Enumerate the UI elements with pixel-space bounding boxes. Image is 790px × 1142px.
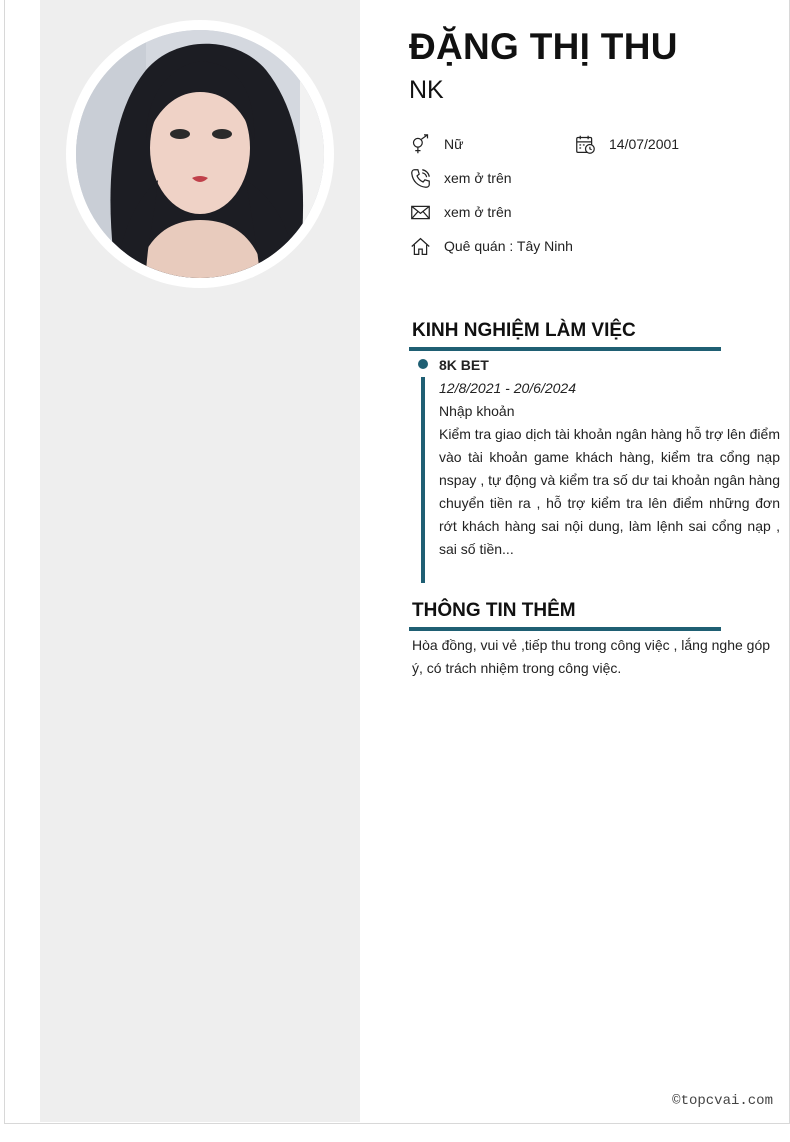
extra-info-text: Hòa đồng, vui vẻ ,tiếp thu trong công việc , lắng nghe góp ý, có trách nhiệm trong công việc.	[412, 637, 771, 676]
email-value: xem ở trên	[444, 204, 512, 220]
hometown-value: Quê quán : Tây Ninh	[444, 238, 573, 254]
experience-title: KINH NGHIỆM LÀM VIỆC	[412, 320, 636, 341]
experience-divider	[409, 347, 721, 351]
watermark-footer: ©topcvai.com	[672, 1093, 773, 1109]
envelope-icon	[409, 201, 431, 223]
timeline-bar	[421, 377, 425, 583]
hometown-row	[409, 235, 573, 257]
avatar-frame	[66, 20, 334, 288]
birthday-row	[574, 133, 679, 155]
timeline-dot	[418, 359, 428, 369]
phone-row	[409, 167, 512, 189]
experience-role: Nhập khoản	[439, 403, 515, 419]
extra-title: THÔNG TIN THÊM	[412, 600, 576, 621]
home-icon	[409, 235, 431, 257]
gender-icon	[409, 133, 431, 155]
birthday-value: 14/07/2001	[609, 136, 680, 152]
gender-value: Nữ	[444, 136, 464, 152]
email-row	[409, 201, 512, 223]
experience-item	[439, 354, 780, 561]
avatar	[76, 30, 324, 278]
phone-value: xem ở trên	[444, 170, 512, 186]
avatar-photo	[76, 30, 324, 278]
candidate-name: ĐẶNG THỊ THU	[409, 26, 678, 67]
cv-page	[4, 0, 790, 1124]
extra-divider	[409, 627, 721, 631]
gender-row	[409, 133, 463, 155]
experience-company: 8K BET	[439, 357, 489, 373]
calendar-icon	[574, 133, 596, 155]
candidate-position: NK	[409, 76, 444, 104]
experience-dates: 12/8/2021 - 20/6/2024	[439, 380, 577, 396]
experience-description: Kiểm tra giao dịch tài khoản ngân hàng hỗ trợ lên điểm vào tài khoản game khách hàng, kiểm tra cổng nạp nspay , tự động và kiểm tra số dư tai khoản ngân hàng chuyển tiền ra , hỗ trợ kiểm tra lên điểm những đơn rớt khách hàng sai nội dung, làm lệnh sai cổng nạp , sai số tiền...	[439, 426, 780, 557]
phone-icon	[409, 167, 431, 189]
